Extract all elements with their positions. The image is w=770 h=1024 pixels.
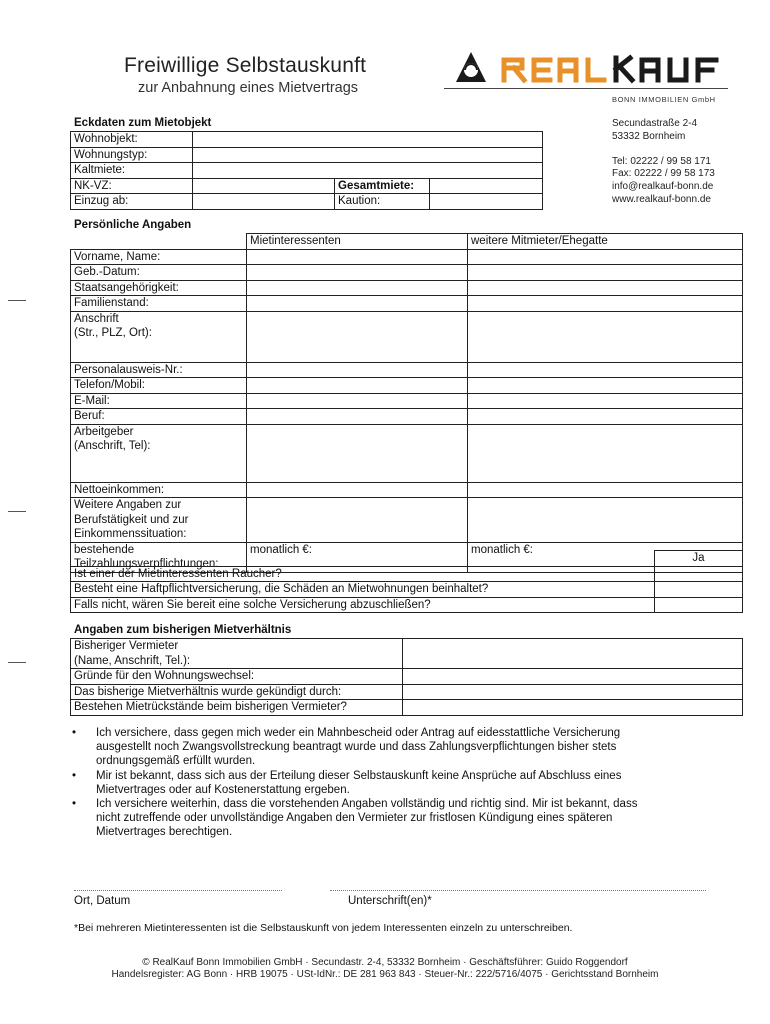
geb-field-1[interactable] bbox=[247, 265, 468, 281]
logo-emblem-icon bbox=[456, 52, 486, 82]
arbeitgeber-field-1[interactable] bbox=[247, 424, 468, 482]
geb-field-2[interactable] bbox=[468, 265, 743, 281]
teilzahlung-field-1[interactable]: monatlich €: bbox=[247, 542, 468, 572]
question-raucher: Ist einer der Mietinteressenten Raucher? bbox=[71, 566, 655, 582]
anschrift-field-2[interactable] bbox=[468, 311, 743, 362]
unterschrift-line[interactable] bbox=[330, 890, 706, 892]
teilzahlung-field-2[interactable]: monatlich €: bbox=[468, 542, 743, 572]
weitere-field-2[interactable] bbox=[468, 498, 743, 543]
name-field-2[interactable] bbox=[468, 249, 743, 265]
label-wohnungstyp: Wohnungstyp: bbox=[71, 147, 193, 163]
netto-field-2[interactable] bbox=[468, 482, 743, 498]
anschrift-field-1[interactable] bbox=[247, 311, 468, 362]
footer-line-2: Handelsregister: AG Bonn · HRB 19075 · USt-IdNr.: DE 281 963 843 · Steuer-Nr.: 222/5716/4075 · Gerichtsstand Bornheim bbox=[111, 969, 659, 980]
question-versicherung: Falls nicht, wären Sie bereit eine solche Versicherung abzuschließen? bbox=[71, 597, 655, 613]
email-field-2[interactable] bbox=[468, 393, 743, 409]
bullet-icon: • bbox=[72, 798, 77, 811]
versicherung-checkbox[interactable] bbox=[655, 597, 743, 613]
questions-table bbox=[70, 550, 743, 613]
weitere-field-1[interactable] bbox=[247, 498, 468, 543]
col-ja: Ja bbox=[655, 551, 743, 567]
contact-block bbox=[612, 118, 715, 207]
declaration-item: • Mir ist bekannt, dass sich aus der Erteilung dieser Selbstauskunft keine Ansprüche auf Abschluss eines Mietvertrages oder auf Kostenerstattung ergeben. bbox=[72, 769, 622, 796]
question-haftpflicht: Besteht eine Haftpflichtversicherung, die Schäden an Mietwohnungen beinhaltet? bbox=[71, 582, 655, 598]
telefon-field-1[interactable] bbox=[247, 378, 468, 394]
beruf-field-1[interactable] bbox=[247, 409, 468, 425]
familie-field-2[interactable] bbox=[468, 296, 743, 312]
beruf-field-2[interactable] bbox=[468, 409, 743, 425]
vermieter-field[interactable] bbox=[403, 639, 743, 669]
ort-datum-label: Ort, Datum bbox=[74, 895, 131, 907]
label-telefon: Telefon/Mobil: bbox=[71, 378, 247, 394]
realkauf-logo bbox=[454, 48, 724, 88]
label-gekuendigt: Das bisherige Mietverhältnis wurde gekündigt durch: bbox=[71, 684, 403, 700]
label-gruende: Gründe für den Wohnungswechsel: bbox=[71, 669, 403, 685]
page-title: Freiwillige Selbstauskunft bbox=[124, 54, 367, 77]
eckdaten-heading: Eckdaten zum Mietobjekt bbox=[74, 117, 212, 129]
gruende-field[interactable] bbox=[403, 669, 743, 685]
footer-line-1: © RealKauf Bonn Immobilien GmbH · Secundastr. 2-4, 53332 Bornheim · Geschäftsführer: Guido Roggendorf bbox=[142, 957, 628, 968]
label-weitere: Weitere Angaben zur Berufstätigkeit und zur Einkommenssituation: bbox=[71, 498, 247, 543]
label-teilzahlung: bestehende Teilzahlungsverpflichtungen: bbox=[71, 542, 247, 572]
declarations-list bbox=[70, 726, 710, 840]
label-email: E-Mail: bbox=[71, 393, 247, 409]
eckdaten-table bbox=[70, 131, 543, 210]
label-kaltmiete: Kaltmiete: bbox=[71, 163, 193, 179]
logo-subtitle: BONN IMMOBILIEN GmbH bbox=[612, 95, 716, 104]
rueckstaende-field[interactable] bbox=[403, 700, 743, 716]
label-netto: Nettoeinkommen: bbox=[71, 482, 247, 498]
netto-field-1[interactable] bbox=[247, 482, 468, 498]
staat-field-2[interactable] bbox=[468, 280, 743, 296]
personal-table bbox=[70, 233, 743, 573]
label-name: Vorname, Name: bbox=[71, 249, 247, 265]
raucher-checkbox[interactable] bbox=[655, 566, 743, 582]
label-geb: Geb.-Datum: bbox=[71, 265, 247, 281]
label-wohnobjekt: Wohnobjekt: bbox=[71, 132, 193, 148]
label-einzug: Einzug ab: bbox=[71, 194, 193, 210]
kaution-field[interactable] bbox=[430, 194, 543, 210]
label-rueckstaende: Bestehen Mietrückstände beim bisherigen Vermieter? bbox=[71, 700, 403, 716]
fold-mark bbox=[8, 511, 26, 512]
wohnobjekt-field[interactable] bbox=[193, 132, 543, 148]
contact-city: 53332 Bornheim bbox=[612, 130, 686, 142]
ausweis-field-2[interactable] bbox=[468, 362, 743, 378]
email-field-1[interactable] bbox=[247, 393, 468, 409]
unterschrift-label: Unterschrift(en)* bbox=[348, 895, 432, 907]
kaltmiete-field[interactable] bbox=[193, 163, 543, 179]
gesamtmiete-field[interactable] bbox=[430, 178, 543, 194]
label-anschrift: Anschrift (Str., PLZ, Ort): bbox=[71, 311, 247, 362]
label-staat: Staatsangehörigkeit: bbox=[71, 280, 247, 296]
logo-divider bbox=[444, 88, 728, 89]
ausweis-field-1[interactable] bbox=[247, 362, 468, 378]
label-kaution: Kaution: bbox=[335, 194, 430, 210]
haftpflicht-checkbox[interactable] bbox=[655, 582, 743, 598]
bullet-icon: • bbox=[72, 769, 77, 782]
nkvz-field[interactable] bbox=[193, 178, 335, 194]
wohnungstyp-field[interactable] bbox=[193, 147, 543, 163]
familie-field-1[interactable] bbox=[247, 296, 468, 312]
signature-note: *Bei mehreren Mietinteressenten ist die Selbstauskunft von jedem Interessenten einzeln zu unterschreiben. bbox=[74, 922, 573, 934]
fold-mark bbox=[8, 300, 26, 301]
gekuendigt-field[interactable] bbox=[403, 684, 743, 700]
personal-heading: Persönliche Angaben bbox=[74, 219, 192, 231]
bisherig-heading: Angaben zum bisherigen Mietverhältnis bbox=[74, 624, 292, 636]
label-gesamtmiete: Gesamtmiete: bbox=[335, 178, 430, 194]
page-subtitle: zur Anbahnung eines Mietvertrags bbox=[138, 80, 359, 96]
contact-tel: Tel: 02222 / 99 58 171 bbox=[612, 155, 711, 167]
bullet-icon: • bbox=[72, 727, 77, 739]
fold-mark bbox=[8, 662, 26, 663]
col-mietinteressenten: Mietinteressenten bbox=[247, 234, 468, 250]
staat-field-1[interactable] bbox=[247, 280, 468, 296]
arbeitgeber-field-2[interactable] bbox=[468, 424, 743, 482]
label-ausweis: Personalausweis-Nr.: bbox=[71, 362, 247, 378]
label-nkvz: NK-VZ: bbox=[71, 178, 193, 194]
label-arbeitgeber: Arbeitgeber (Anschrift, Tel): bbox=[71, 424, 247, 482]
name-field-1[interactable] bbox=[247, 249, 468, 265]
telefon-field-2[interactable] bbox=[468, 378, 743, 394]
col-mitmieter: weitere Mitmieter/Ehegatte bbox=[468, 234, 743, 250]
bisherig-table bbox=[70, 638, 743, 716]
label-beruf: Beruf: bbox=[71, 409, 247, 425]
contact-street: Secundastraße 2-4 bbox=[612, 118, 698, 129]
declaration-item: • Ich versichere weiterhin, dass die vorstehenden Angaben vollständig und richtig sind. Mir ist bekannt, dass nicht zutreffende oder unvollständige Angaben den Vermieter zur fristlosen Kündigung eines späteren Mietvertrages berechtigen. bbox=[72, 798, 638, 839]
contact-email[interactable]: info@realkauf-bonn.de bbox=[612, 181, 714, 193]
declaration-item: • Ich versichere, dass gegen mich weder ein Mahnbescheid oder Antrag auf eidesstattliche Versicherung ausgestellt noch Zwangsvollstreckung beantragt wurde und dass Zahlungsverpflichtungen bisher stets ordnungsgemäß erfüllt wurden. bbox=[72, 727, 621, 768]
label-vermieter: Bisheriger Vermieter (Name, Anschrift, Tel.): bbox=[71, 639, 403, 669]
label-familie: Familienstand: bbox=[71, 296, 247, 312]
contact-web[interactable]: www.realkauf-bonn.de bbox=[612, 193, 711, 205]
contact-fax: Fax: 02222 / 99 58 173 bbox=[612, 168, 715, 180]
einzug-field[interactable] bbox=[193, 194, 335, 210]
ort-datum-line[interactable] bbox=[74, 890, 282, 892]
